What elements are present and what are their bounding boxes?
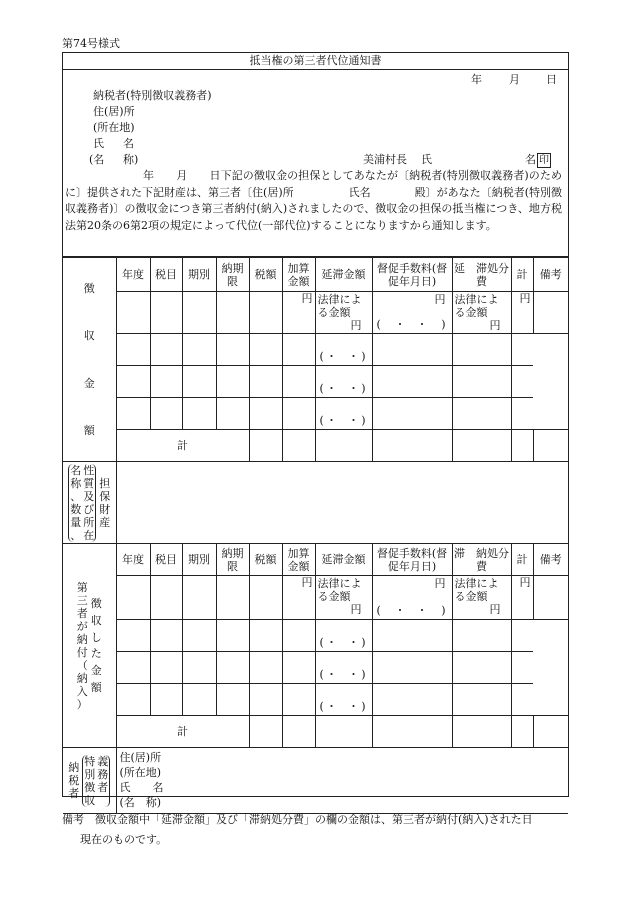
col-header-remarks: 備考	[533, 544, 568, 576]
tax-amount-table	[63, 257, 568, 814]
total-label: 計	[116, 716, 249, 748]
seal-mark: 印	[539, 155, 549, 166]
addressee-name-sub-b: 称)	[123, 153, 139, 166]
table-row	[63, 684, 568, 716]
col-header-period: 期別	[182, 258, 216, 292]
taxpayer-name: 氏 名	[119, 781, 164, 794]
reminder-fee-cell: 円 ( ・ ・ )	[372, 576, 452, 620]
date-day: 日	[546, 73, 557, 86]
section-taxpayer-label: 義 務 者 特 別 徴 収 納 税 者	[63, 748, 116, 814]
notice-form	[62, 52, 569, 809]
col-header-delinquency: 延滞金額	[315, 258, 372, 292]
col-header-year: 年度	[116, 544, 150, 576]
collateral-sub-bracket: 性 質 及 び 所 在 名 称 、 数 量 、	[70, 463, 95, 542]
issuer-title: 美浦村長	[363, 153, 407, 166]
table-row	[63, 576, 568, 620]
col-header-tax-amount: 税額	[249, 544, 282, 576]
date-month: 月	[509, 73, 520, 86]
yen-unit: 円	[511, 576, 533, 620]
addressee-address-sub: (所在地)	[93, 121, 135, 134]
addressee-name-a: 氏	[93, 137, 104, 150]
form-title: 抵当権の第三者代位通知書	[63, 53, 568, 70]
col-header-tax-amount: 税額	[249, 258, 282, 292]
col-header-reminder-fee: 督促手数料(督促年月日)	[372, 258, 452, 292]
law-amount-cell: 法律による金額 円	[452, 292, 511, 334]
issuer-name-a: 氏	[421, 153, 432, 166]
total-row	[63, 716, 568, 748]
section-third-party-label: 徴 収 し た 金 額 第 三 者 が 納 付 （ 納 入 ）	[63, 544, 116, 748]
law-amount-cell: 法律による金額 円	[315, 292, 372, 334]
form-number: 第74号様式	[62, 37, 120, 50]
table-row	[63, 292, 568, 334]
yen-unit: 円	[511, 292, 533, 334]
col-header-tax-item: 税目	[150, 544, 182, 576]
yen-unit: 円	[282, 576, 315, 620]
reminder-fee-cell: ( ・ ・ )	[315, 652, 372, 684]
total-label: 計	[116, 430, 249, 462]
col-header-disposition-cost: 延 滞処分費	[452, 258, 511, 292]
col-header-remarks: 備考	[533, 258, 568, 292]
addressee-address: 住(居)所	[93, 105, 135, 118]
law-amount-cell: 法律による金額 円	[452, 576, 511, 620]
reminder-fee-cell: ( ・ ・ )	[315, 620, 372, 652]
table-row	[63, 366, 568, 398]
table-row	[63, 652, 568, 684]
note-line1: 徴収金額中「延滞金額」及び「滞納処分費」の欄の金額は、第三者が納付(納入)された日	[95, 813, 533, 826]
col-header-reminder-fee: 督促手数料(督促年月日)	[372, 544, 452, 576]
col-header-additional: 加算金額	[282, 258, 315, 292]
col-header-disposition-cost: 滞 納処分費	[452, 544, 511, 576]
col-header-year: 年度	[116, 258, 150, 292]
reminder-fee-cell: ( ・ ・ )	[315, 366, 372, 398]
reminder-fee-cell: ( ・ ・ )	[315, 398, 372, 430]
reminder-fee-cell: ( ・ ・ )	[315, 684, 372, 716]
taxpayer-address-sub: (所在地)	[119, 766, 162, 779]
col-header-due-date: 納期限	[216, 258, 249, 292]
col-header-due-date: 納期限	[216, 544, 249, 576]
col-header-period: 期別	[182, 544, 216, 576]
col-header-additional: 加算金額	[282, 544, 315, 576]
remarks-note	[62, 810, 572, 850]
table-row	[63, 620, 568, 652]
taxpayer-sub-bracket: 義 務 者 特 別 徴 収	[84, 754, 109, 807]
addressee-label: 納税者(特別徴収義務者)	[93, 89, 212, 102]
col-header-total: 計	[511, 544, 533, 576]
form-header	[63, 70, 568, 257]
table-row	[63, 334, 568, 366]
taxpayer-row	[63, 748, 568, 814]
date-year: 年	[471, 73, 482, 86]
col-header-delinquency: 延滞金額	[315, 544, 372, 576]
yen-unit: 円	[282, 292, 315, 334]
issuer-name-b: 名	[525, 153, 536, 166]
reminder-fee-cell: 円 ( ・ ・ )	[372, 292, 452, 334]
section-collateral-label: 担 保 財 産 性 質 及 び 所 在 名 称 、 数 量 、	[63, 462, 116, 544]
law-amount-cell: 法律による金額 円	[315, 576, 372, 620]
note-label: 備考	[62, 813, 84, 826]
notice-body-text: 年 月 日下記の徴収金の担保としてあなたが〔納税者(特別徴収義務者)のために〕提供された下記財産は、第三者〔住(居)所 氏名 殿〕があなた〔納税者(特別徴収義務者)〕の徴収金につき第三者納付(納入)されましたので、徴収金の担保の抵当権につき、地方税法第20条の6第2項の規定によって代位(一部代位)することになりますから通知します。	[65, 169, 562, 232]
col-header-tax-item: 税目	[150, 258, 182, 292]
reminder-fee-cell: ( ・ ・ )	[315, 334, 372, 366]
table-row	[63, 398, 568, 430]
total-row	[63, 430, 568, 462]
taxpayer-name-sub: (名 称)	[119, 796, 162, 809]
col-header-total: 計	[511, 258, 533, 292]
section-tax-amount-label: 徴 収 金 額	[63, 258, 116, 462]
note-line2: 現在のものです。	[80, 833, 168, 846]
addressee-name-b: 名	[123, 137, 134, 150]
taxpayer-address: 住(居)所	[119, 751, 162, 764]
collateral-row	[63, 462, 568, 544]
addressee-name-sub-a: (名	[89, 153, 105, 166]
taxpayer-info	[116, 748, 568, 814]
